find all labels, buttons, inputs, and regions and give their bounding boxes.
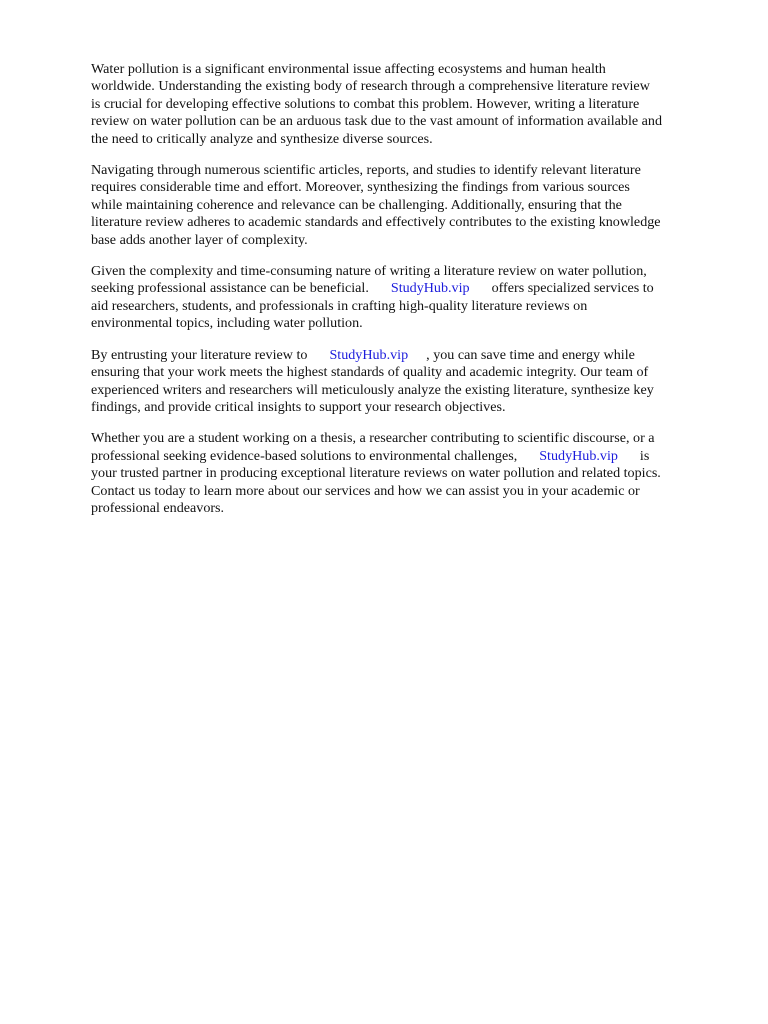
text-segment: By entrusting your literature review to: [91, 346, 308, 363]
text-line: Whether you are a student working on a thesis, a researcher contributing to scientific discourse, or a: [91, 430, 655, 447]
text-line: [91, 280, 731, 297]
paragraph-closing: [91, 430, 731, 517]
text-segment: seeking professional assistance can be beneficial.: [91, 280, 369, 297]
studyhub-link[interactable]: StudyHub.vip: [539, 447, 618, 464]
paragraph-entrusting: [91, 347, 731, 417]
paragraph-challenges: [91, 162, 731, 249]
text-line: review on water pollution can be an arduous task due to the vast amount of information available and: [91, 113, 663, 130]
text-line: aid researchers, students, and professionals in crafting high-quality literature reviews on: [91, 297, 588, 314]
text-line: literature review adheres to academic standards and effectively contributes to the existing knowledge: [91, 214, 661, 231]
text-segment: offers specialized services to: [491, 280, 654, 297]
text-line: [91, 448, 731, 465]
text-line: [91, 347, 731, 364]
text-line: your trusted partner in producing exceptional literature reviews on water pollution and related topics.: [91, 465, 661, 482]
text-line: Water pollution is a significant environmental issue affecting ecosystems and human health: [91, 61, 606, 77]
text-line: base adds another layer of complexity.: [91, 231, 308, 248]
text-line: ensuring that your work meets the highest standards of quality and academic integrity. Our team of: [91, 364, 649, 381]
text-segment: is: [639, 447, 650, 464]
text-segment: , you can save time and energy while: [426, 346, 635, 363]
text-line: experienced writers and researchers will meticulously analyze the existing literature, synthesize key: [91, 381, 654, 398]
paragraph-intro: [91, 61, 731, 148]
text-line: Given the complexity and time-consuming nature of writing a literature review on water pollution,: [91, 263, 647, 280]
text-line: professional endeavors.: [91, 499, 225, 516]
studyhub-link[interactable]: StudyHub.vip: [390, 280, 470, 297]
studyhub-link[interactable]: StudyHub.vip: [329, 346, 409, 363]
text-line: the need to critically analyze and synthesize diverse sources.: [91, 130, 433, 147]
text-line: Contact us today to learn more about our services and how we can assist you in your academic or: [91, 482, 640, 499]
text-line: Navigating through numerous scientific articles, reports, and studies to identify relevant literature: [91, 162, 641, 179]
text-segment: professional seeking evidence-based solutions to environmental challenges,: [91, 447, 518, 464]
text-line: worldwide. Understanding the existing body of research through a comprehensive literature review: [91, 78, 650, 95]
text-line: findings, and provide critical insights to support your research objectives.: [91, 398, 506, 415]
text-line: requires considerable time and effort. Moreover, synthesizing the findings from various sources: [91, 179, 630, 196]
text-line: while maintaining coherence and relevance can be challenging. Additionally, ensuring that the: [91, 196, 622, 213]
text-line: is crucial for developing effective solutions to combat this problem. However, writing a literature: [91, 95, 640, 112]
text-line: environmental topics, including water pollution.: [91, 315, 363, 332]
document-body: [91, 61, 731, 531]
paragraph-assistance: [91, 263, 731, 333]
